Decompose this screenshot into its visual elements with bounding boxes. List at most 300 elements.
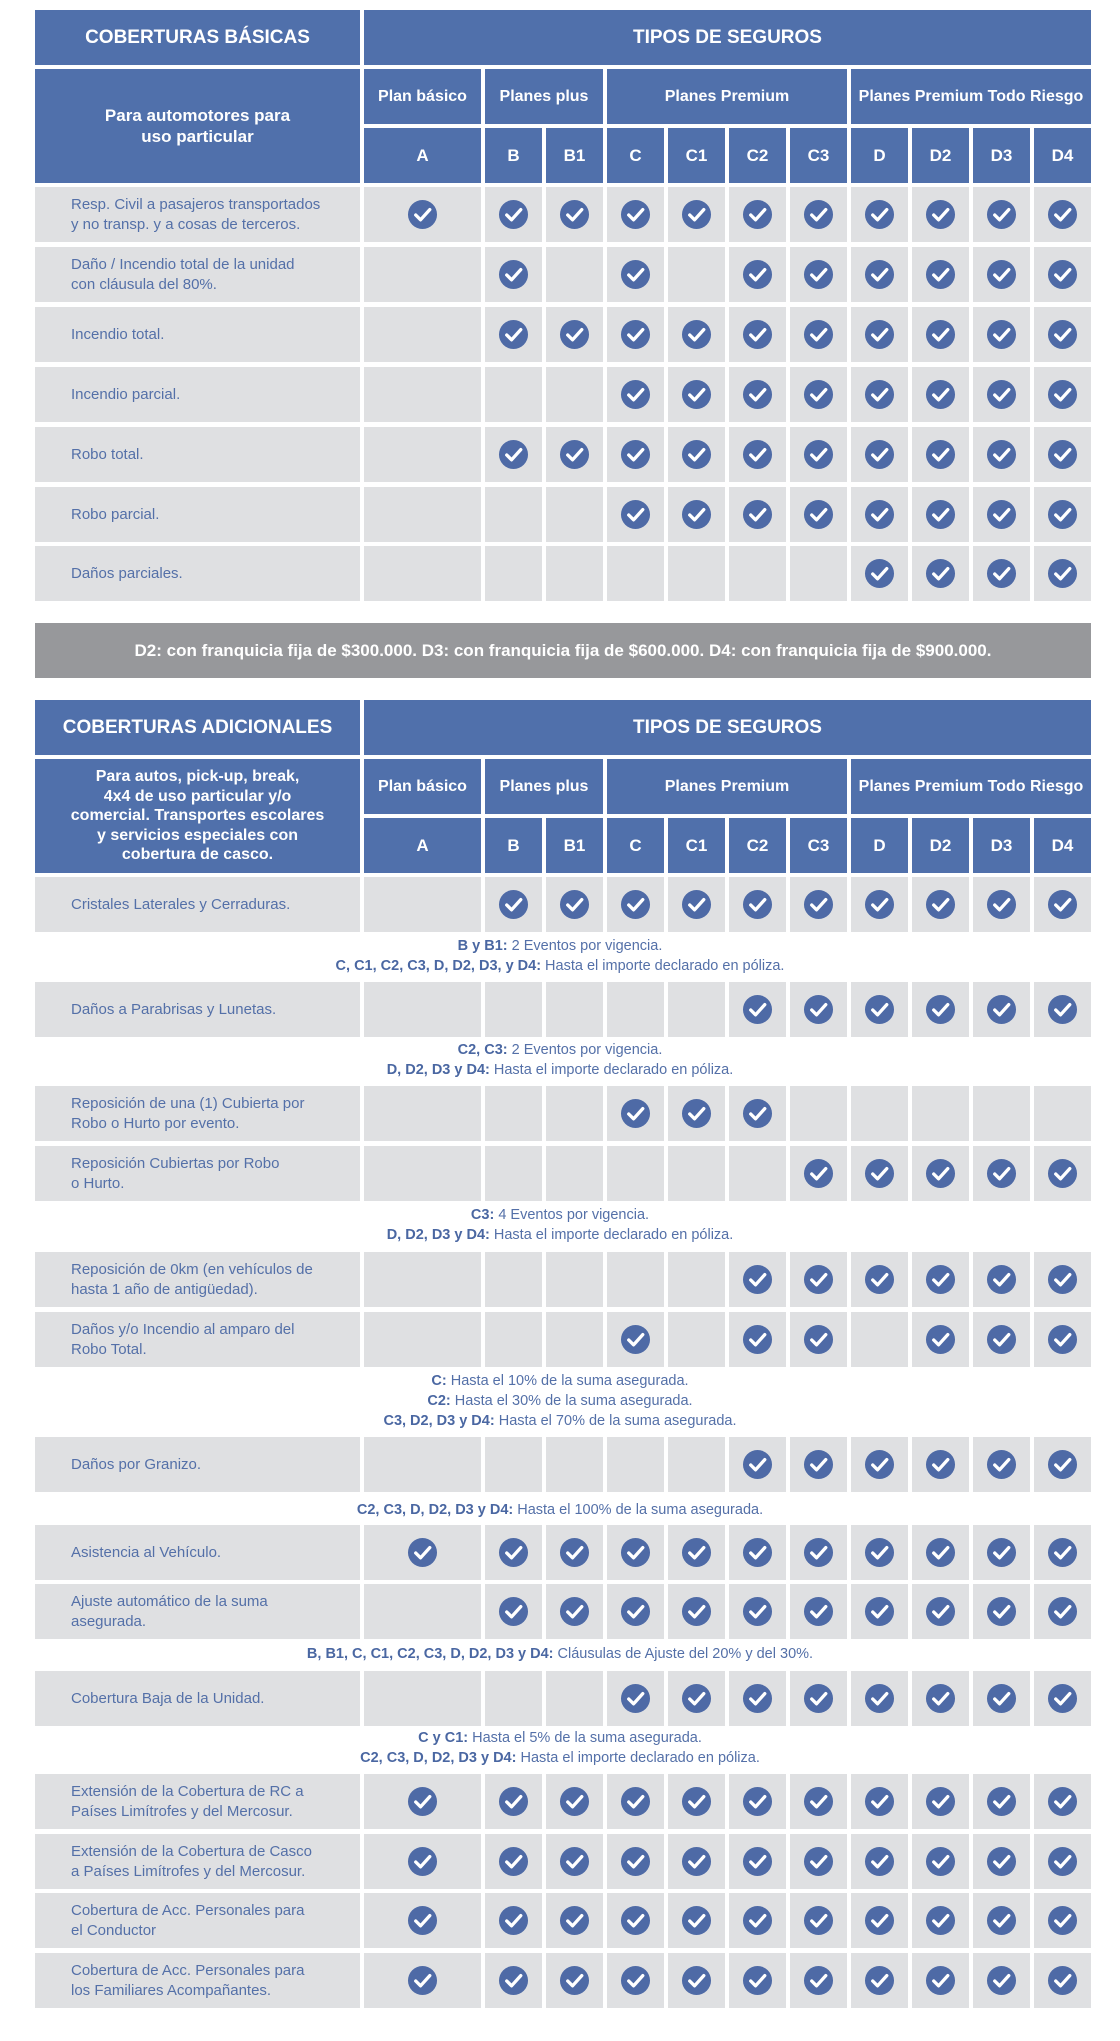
check-circle-icon: [803, 319, 834, 350]
check-circle-icon: [681, 199, 712, 230]
coverage-cell-d2: [912, 307, 969, 362]
group-header-planes-premium: Planes Premium: [607, 759, 847, 814]
check-circle-icon: [986, 1846, 1017, 1877]
coverage-cell-d3: [973, 1953, 1030, 2008]
coverage-row-label: [35, 1584, 360, 1639]
column-header-b: B: [485, 818, 542, 873]
check-circle-icon: [803, 1965, 834, 1996]
column-header-a: A: [364, 128, 481, 183]
check-circle-icon: [742, 1846, 773, 1877]
check-circle-icon: [986, 1905, 1017, 1936]
section2-title: COBERTURAS ADICIONALES: [35, 700, 360, 755]
coverage-cell-d4: [1034, 546, 1091, 601]
check-circle-icon: [925, 1264, 956, 1295]
coverage-cell-a: [364, 247, 481, 302]
coverage-cell-d2: [912, 1086, 969, 1141]
check-circle-icon: [1047, 558, 1078, 589]
check-circle-icon: [986, 1596, 1017, 1627]
check-circle-icon: [864, 259, 895, 290]
coverage-cell-d3: [973, 307, 1030, 362]
coverage-cell-d: [851, 1146, 908, 1201]
coverage-cell-d2: [912, 487, 969, 542]
coverage-cell-d4: [1034, 982, 1091, 1037]
check-circle-icon: [498, 1905, 529, 1936]
coverage-label-text: Asistencia al Vehículo.: [71, 1543, 222, 1561]
coverage-note: [0, 1644, 1120, 1664]
check-circle-icon: [986, 499, 1017, 530]
check-circle-icon: [864, 1905, 895, 1936]
check-circle-icon: [925, 1449, 956, 1480]
check-circle-icon: [1047, 1683, 1078, 1714]
check-circle-icon: [925, 379, 956, 410]
coverage-cell-c3: [790, 487, 847, 542]
check-circle-icon: [742, 994, 773, 1025]
group-header-plan-basico: Plan básico: [364, 759, 481, 814]
coverage-cell-c2: [729, 1086, 786, 1141]
coverage-cell-b: [485, 1086, 542, 1141]
coverage-label-text: Daños por Granizo.: [71, 1455, 202, 1473]
coverage-label-text: Cobertura de Acc. Personales para los Familiares Acompañantes.: [71, 1962, 305, 1999]
check-circle-icon: [498, 1786, 529, 1817]
coverage-cell-d3: [973, 1893, 1030, 1948]
coverage-cell-a: [364, 877, 481, 932]
check-circle-icon: [925, 439, 956, 470]
note-text: 2 Eventos por vigencia.: [507, 1042, 663, 1058]
coverage-cell-a: [364, 1312, 481, 1367]
coverage-cell-b1: [546, 427, 603, 482]
coverage-note: [0, 1371, 1120, 1431]
coverage-label-text: Robo parcial.: [71, 505, 160, 523]
coverage-cell-b1: [546, 1437, 603, 1492]
coverage-cell-d4: [1034, 307, 1091, 362]
coverage-cell-d3: [973, 367, 1030, 422]
coverage-cell-d4: [1034, 1584, 1091, 1639]
check-circle-icon: [803, 1324, 834, 1355]
coverage-cell-d: [851, 1774, 908, 1829]
check-circle-icon: [681, 889, 712, 920]
coverage-cell-d: [851, 187, 908, 242]
note-text: Hasta el importe declarado en póliza.: [541, 958, 785, 974]
coverage-cell-d4: [1034, 1525, 1091, 1580]
check-circle-icon: [559, 889, 590, 920]
coverage-cell-b: [485, 1525, 542, 1580]
coverage-cell-c3: [790, 1953, 847, 2008]
coverage-cell-d: [851, 1893, 908, 1948]
note-text: Hasta el importe declarado en póliza.: [516, 1750, 760, 1766]
check-circle-icon: [1047, 439, 1078, 470]
coverage-cell-d2: [912, 877, 969, 932]
check-circle-icon: [925, 1846, 956, 1877]
section1-types-title: TIPOS DE SEGUROS: [364, 10, 1091, 65]
check-circle-icon: [498, 319, 529, 350]
check-circle-icon: [1047, 1324, 1078, 1355]
coverage-cell-c3: [790, 982, 847, 1037]
coverage-cell-c: [607, 1437, 664, 1492]
check-circle-icon: [1047, 259, 1078, 290]
coverage-cell-d2: [912, 427, 969, 482]
coverage-cell-c3: [790, 1774, 847, 1829]
coverage-cell-c: [607, 1312, 664, 1367]
section2-types-title: TIPOS DE SEGUROS: [364, 700, 1091, 755]
check-circle-icon: [498, 199, 529, 230]
column-header-d4: D4: [1034, 818, 1091, 873]
check-circle-icon: [742, 1449, 773, 1480]
check-circle-icon: [620, 889, 651, 920]
section2-subtitle-text: Para autos, pick-up, break, 4x4 de uso particular y/o comercial. Transportes escolares y servicios especiales con cobertura de casco.: [70, 768, 325, 864]
note-plans: B y B1:: [457, 938, 508, 954]
coverage-cell-b1: [546, 1146, 603, 1201]
coverage-row-label: [35, 546, 360, 601]
check-circle-icon: [986, 1158, 1017, 1189]
note-text: Hasta el 10% de la suma asegurada.: [446, 1373, 689, 1389]
check-circle-icon: [986, 1965, 1017, 1996]
check-circle-icon: [620, 1683, 651, 1714]
coverage-cell-c3: [790, 247, 847, 302]
coverage-label-text: Extensión de la Cobertura de RC a Países Limítrofes y del Mercosur.: [71, 1783, 304, 1820]
check-circle-icon: [742, 1683, 773, 1714]
check-circle-icon: [681, 379, 712, 410]
coverage-cell-d: [851, 982, 908, 1037]
check-circle-icon: [559, 1846, 590, 1877]
coverage-cell-b1: [546, 487, 603, 542]
coverage-row-label: [35, 1086, 360, 1141]
coverage-cell-d2: [912, 1252, 969, 1307]
check-circle-icon: [864, 319, 895, 350]
coverage-label-text: Incendio parcial.: [71, 385, 181, 403]
coverage-cell-d3: [973, 1584, 1030, 1639]
coverage-cell-b: [485, 1252, 542, 1307]
franchise-banner: D2: con franquicia fija de $300.000. D3: con franquicia fija de $600.000. D4: con franquicia fija de $900.000.: [35, 623, 1091, 678]
coverage-cell-d: [851, 877, 908, 932]
check-circle-icon: [986, 558, 1017, 589]
coverage-note: [0, 1205, 1120, 1245]
column-header-c3: C3: [790, 128, 847, 183]
coverage-cell-d: [851, 1312, 908, 1367]
check-circle-icon: [498, 439, 529, 470]
coverage-cell-d2: [912, 1953, 969, 2008]
note-text: Hasta el 30% de la suma asegurada.: [450, 1393, 693, 1409]
check-circle-icon: [620, 1537, 651, 1568]
coverage-cell-a: [364, 1584, 481, 1639]
check-circle-icon: [803, 1264, 834, 1295]
coverage-cell-b: [485, 1893, 542, 1948]
note-text: Hasta el 70% de la suma asegurada.: [494, 1413, 737, 1429]
coverage-cell-c3: [790, 367, 847, 422]
coverage-cell-a: [364, 982, 481, 1037]
coverage-cell-c: [607, 367, 664, 422]
note-plans: C2:: [427, 1393, 451, 1409]
check-circle-icon: [803, 259, 834, 290]
coverage-cell-c2: [729, 1671, 786, 1726]
note-text: Hasta el importe declarado en póliza.: [489, 1062, 734, 1078]
coverage-cell-d2: [912, 1893, 969, 1948]
coverage-cell-d4: [1034, 1774, 1091, 1829]
check-circle-icon: [986, 1537, 1017, 1568]
coverage-cell-a: [364, 307, 481, 362]
check-circle-icon: [742, 1264, 773, 1295]
check-circle-icon: [864, 1264, 895, 1295]
coverage-label-text: Extensión de la Cobertura de Casco a Países Limítrofes y del Mercosur.: [71, 1843, 312, 1880]
coverage-cell-a: [364, 1893, 481, 1948]
check-circle-icon: [803, 1449, 834, 1480]
coverage-cell-b: [485, 1953, 542, 2008]
coverage-cell-d4: [1034, 1893, 1091, 1948]
coverage-cell-b1: [546, 1086, 603, 1141]
coverage-cell-d4: [1034, 1437, 1091, 1492]
coverage-cell-b: [485, 1312, 542, 1367]
check-circle-icon: [925, 889, 956, 920]
check-circle-icon: [742, 379, 773, 410]
check-circle-icon: [498, 1965, 529, 1996]
note-plans: B, B1, C, C1, C2, C3, D, D2, D3 y D4:: [306, 1646, 554, 1662]
coverage-cell-c3: [790, 1834, 847, 1889]
check-circle-icon: [620, 439, 651, 470]
coverage-note: [0, 936, 1120, 976]
check-circle-icon: [925, 319, 956, 350]
check-circle-icon: [864, 994, 895, 1025]
coverage-cell-a: [364, 1086, 481, 1141]
coverage-cell-c: [607, 1834, 664, 1889]
coverage-cell-d4: [1034, 427, 1091, 482]
coverage-cell-d2: [912, 247, 969, 302]
check-circle-icon: [620, 199, 651, 230]
check-circle-icon: [925, 1786, 956, 1817]
check-circle-icon: [1047, 1449, 1078, 1480]
coverage-row-label: [35, 367, 360, 422]
column-header-c1: C1: [668, 818, 725, 873]
coverage-cell-c3: [790, 1671, 847, 1726]
coverage-cell-d4: [1034, 1671, 1091, 1726]
coverage-cell-c: [607, 1953, 664, 2008]
coverage-cell-a: [364, 1525, 481, 1580]
check-circle-icon: [407, 1537, 438, 1568]
column-header-c: C: [607, 128, 664, 183]
coverage-cell-a: [364, 367, 481, 422]
coverage-cell-d2: [912, 1437, 969, 1492]
coverage-label-text: Daño / Incendio total de la unidad con cláusula del 80%.: [71, 256, 295, 293]
check-circle-icon: [1047, 1537, 1078, 1568]
coverage-cell-d3: [973, 487, 1030, 542]
check-circle-icon: [803, 1846, 834, 1877]
check-circle-icon: [620, 1098, 651, 1129]
coverage-cell-b: [485, 1437, 542, 1492]
coverage-cell-d4: [1034, 247, 1091, 302]
note-text: 4 Eventos por vigencia.: [494, 1207, 650, 1223]
check-circle-icon: [803, 199, 834, 230]
check-circle-icon: [864, 379, 895, 410]
coverage-cell-c3: [790, 877, 847, 932]
coverage-row-label: [35, 427, 360, 482]
coverage-cell-d2: [912, 1584, 969, 1639]
coverage-cell-d2: [912, 1312, 969, 1367]
coverage-cell-c1: [668, 367, 725, 422]
coverage-cell-c1: [668, 487, 725, 542]
check-circle-icon: [559, 1905, 590, 1936]
coverage-cell-d4: [1034, 1834, 1091, 1889]
check-circle-icon: [986, 1683, 1017, 1714]
coverage-cell-d3: [973, 1252, 1030, 1307]
coverage-row-label: [35, 982, 360, 1037]
coverage-cell-c1: [668, 1953, 725, 2008]
coverage-cell-c2: [729, 247, 786, 302]
coverage-cell-d4: [1034, 1312, 1091, 1367]
column-header-d2: D2: [912, 818, 969, 873]
coverage-cell-c: [607, 1893, 664, 1948]
column-header-d: D: [851, 818, 908, 873]
coverage-cell-c: [607, 1584, 664, 1639]
coverage-cell-c1: [668, 1584, 725, 1639]
coverage-cell-d: [851, 1834, 908, 1889]
coverage-cell-d3: [973, 1437, 1030, 1492]
coverage-cell-c2: [729, 1312, 786, 1367]
check-circle-icon: [681, 1098, 712, 1129]
column-header-b: B: [485, 128, 542, 183]
coverage-cell-b: [485, 247, 542, 302]
coverage-row-label: [35, 247, 360, 302]
coverage-cell-b: [485, 1671, 542, 1726]
coverage-cell-c: [607, 307, 664, 362]
coverage-label-text: Reposición Cubiertas por Robo o Hurto.: [71, 1155, 280, 1192]
coverage-label-text: Daños parciales.: [71, 564, 183, 582]
coverage-cell-b: [485, 427, 542, 482]
check-circle-icon: [407, 1905, 438, 1936]
check-circle-icon: [803, 379, 834, 410]
check-circle-icon: [986, 1264, 1017, 1295]
coverage-cell-c: [607, 487, 664, 542]
check-circle-icon: [620, 319, 651, 350]
note-text: Cláusulas de Ajuste del 20% y del 30%.: [553, 1646, 814, 1662]
check-circle-icon: [742, 1786, 773, 1817]
note-plans: C2, C3:: [457, 1042, 508, 1058]
check-circle-icon: [559, 1786, 590, 1817]
note-plans: C3, D2, D3 y D4:: [383, 1413, 495, 1429]
coverage-cell-c2: [729, 1584, 786, 1639]
check-circle-icon: [559, 1596, 590, 1627]
check-circle-icon: [681, 1683, 712, 1714]
check-circle-icon: [864, 1786, 895, 1817]
coverage-cell-c: [607, 982, 664, 1037]
check-circle-icon: [1047, 319, 1078, 350]
coverage-cell-c: [607, 427, 664, 482]
column-header-c3: C3: [790, 818, 847, 873]
check-circle-icon: [864, 439, 895, 470]
note-text: Hasta el 100% de la suma asegurada.: [513, 1502, 764, 1518]
check-circle-icon: [681, 1537, 712, 1568]
coverage-cell-a: [364, 1252, 481, 1307]
coverage-cell-d3: [973, 247, 1030, 302]
coverage-cell-d2: [912, 546, 969, 601]
column-header-d3: D3: [973, 128, 1030, 183]
check-circle-icon: [1047, 1905, 1078, 1936]
coverage-cell-b1: [546, 1312, 603, 1367]
coverage-cell-d4: [1034, 367, 1091, 422]
coverage-cell-c: [607, 1252, 664, 1307]
note-plans: C3:: [470, 1207, 495, 1223]
check-circle-icon: [742, 1324, 773, 1355]
note-plans: C, C1, C2, C3, D, D2, D3, y D4:: [335, 958, 542, 974]
coverage-cell-c1: [668, 1312, 725, 1367]
coverage-cell-b1: [546, 1584, 603, 1639]
coverage-cell-c: [607, 1671, 664, 1726]
coverage-cell-c2: [729, 427, 786, 482]
note-plans: D, D2, D3 y D4:: [386, 1227, 490, 1243]
coverage-cell-d3: [973, 546, 1030, 601]
coverage-cell-b: [485, 1834, 542, 1889]
check-circle-icon: [559, 1965, 590, 1996]
coverage-cell-b: [485, 367, 542, 422]
check-circle-icon: [864, 1449, 895, 1480]
check-circle-icon: [620, 1596, 651, 1627]
column-header-c: C: [607, 818, 664, 873]
coverage-cell-d4: [1034, 187, 1091, 242]
coverage-cell-c2: [729, 982, 786, 1037]
check-circle-icon: [803, 994, 834, 1025]
coverage-row-label: [35, 307, 360, 362]
coverage-cell-d: [851, 1525, 908, 1580]
coverage-cell-b1: [546, 307, 603, 362]
coverage-cell-d: [851, 427, 908, 482]
coverage-cell-c1: [668, 1146, 725, 1201]
coverage-cell-c1: [668, 1834, 725, 1889]
coverage-cell-d4: [1034, 1252, 1091, 1307]
check-circle-icon: [803, 439, 834, 470]
coverage-cell-b1: [546, 1252, 603, 1307]
coverage-cell-c2: [729, 487, 786, 542]
check-circle-icon: [407, 199, 438, 230]
check-circle-icon: [986, 379, 1017, 410]
coverage-cell-c: [607, 187, 664, 242]
coverage-cell-d3: [973, 1086, 1030, 1141]
coverage-cell-c3: [790, 546, 847, 601]
coverage-cell-c3: [790, 307, 847, 362]
coverage-cell-c: [607, 247, 664, 302]
coverage-cell-c2: [729, 1146, 786, 1201]
coverage-label-text: Daños a Parabrisas y Lunetas.: [71, 1000, 277, 1018]
coverage-cell-a: [364, 1671, 481, 1726]
note-text: Hasta el importe declarado en póliza.: [489, 1227, 734, 1243]
check-circle-icon: [925, 1537, 956, 1568]
check-circle-icon: [742, 319, 773, 350]
coverage-row-label: [35, 1953, 360, 2008]
check-circle-icon: [742, 1905, 773, 1936]
coverage-label-text: Cristales Laterales y Cerraduras.: [71, 895, 291, 913]
coverage-cell-c1: [668, 307, 725, 362]
coverage-row-label: [35, 1146, 360, 1201]
coverage-cell-c2: [729, 1437, 786, 1492]
coverage-label-text: Cobertura de Acc. Personales para el Conductor: [71, 1902, 305, 1939]
coverage-cell-d: [851, 1953, 908, 2008]
group-header-plan-basico: Plan básico: [364, 69, 481, 124]
check-circle-icon: [925, 558, 956, 589]
coverage-cell-d: [851, 1437, 908, 1492]
coverage-cell-a: [364, 427, 481, 482]
coverage-cell-d2: [912, 1146, 969, 1201]
check-circle-icon: [1047, 1596, 1078, 1627]
column-header-b1: B1: [546, 128, 603, 183]
coverage-cell-b: [485, 187, 542, 242]
coverage-cell-d: [851, 1086, 908, 1141]
check-circle-icon: [1047, 1158, 1078, 1189]
coverage-cell-b1: [546, 187, 603, 242]
check-circle-icon: [407, 1965, 438, 1996]
check-circle-icon: [925, 1683, 956, 1714]
coverage-cell-d2: [912, 1671, 969, 1726]
check-circle-icon: [681, 1596, 712, 1627]
check-circle-icon: [986, 319, 1017, 350]
check-circle-icon: [803, 1158, 834, 1189]
check-circle-icon: [925, 259, 956, 290]
check-circle-icon: [986, 1786, 1017, 1817]
